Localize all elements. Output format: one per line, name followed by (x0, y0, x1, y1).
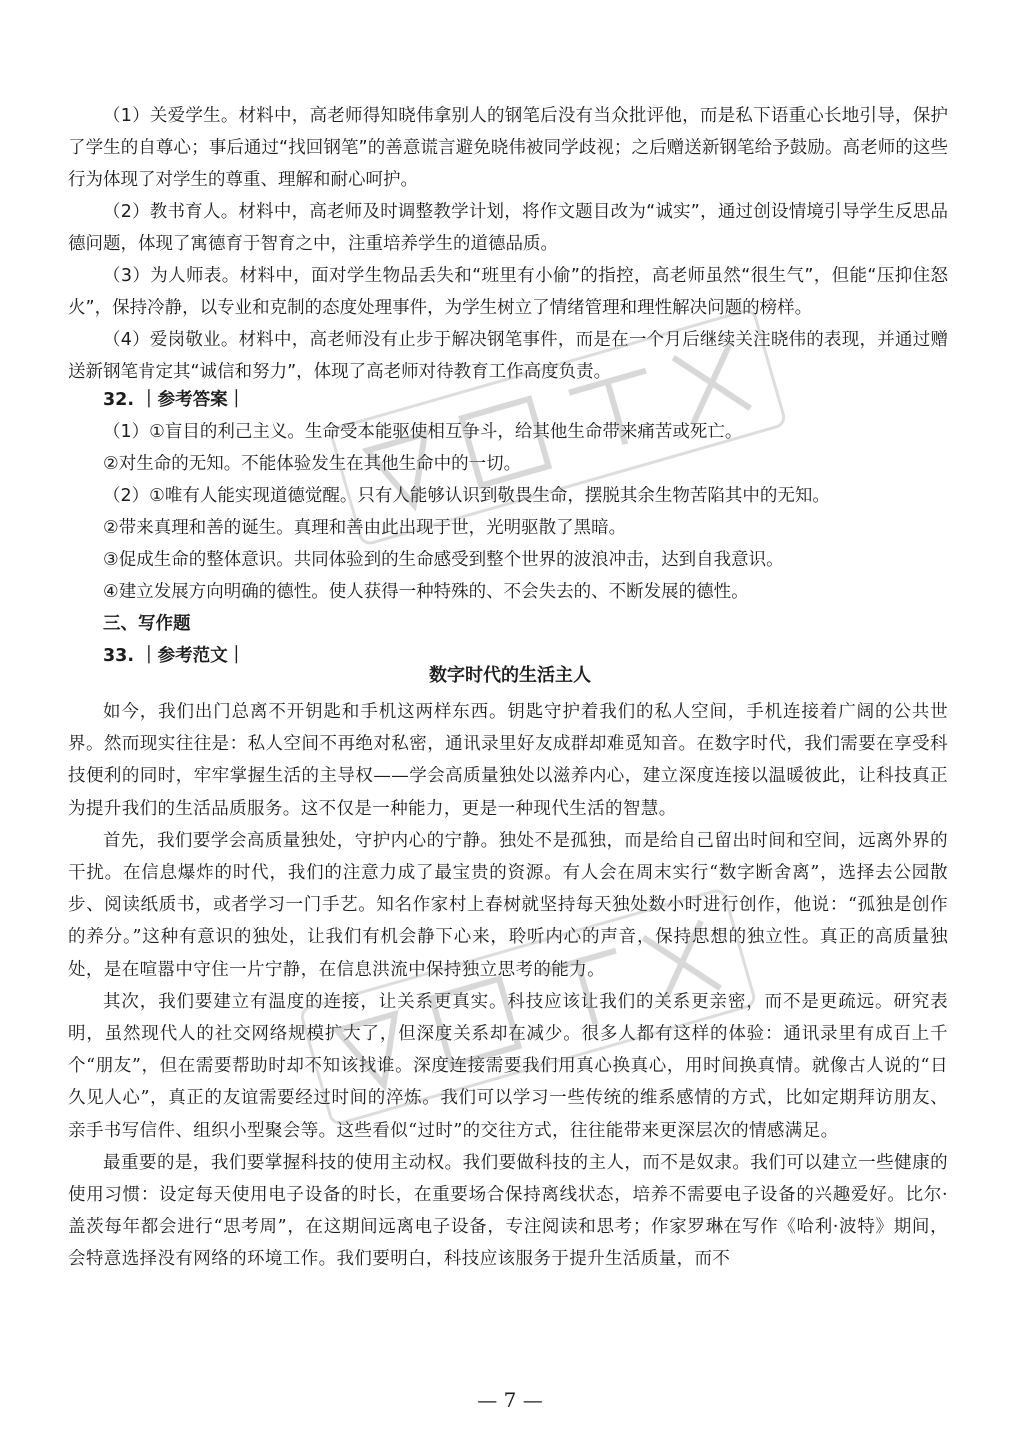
q32-line-3: （2）①唯有人能实现道德觉醒。只有人能够认识到敬畏生命，摆脱其余生物苦陷其中的无知。 (103, 486, 830, 506)
q32-line-1: （1）①盲目的利己主义。生命受本能驱使相互争斗，给其他生命带来痛苦或死亡。 (103, 422, 743, 442)
q31-answer-block (68, 100, 948, 388)
q31-point-2: （2）教书育人。材料中，高老师及时调整教学计划，将作文题目改为“诚实”，通过创设情境引导学生反思品德问题，体现了寓德育于智育之中，注重培养学生的道德品质。 (68, 202, 948, 254)
q32-line-5: ③促成生命的整体意识。共同体验到的生命感受到整个世界的波浪冲击，达到自我意识。 (103, 550, 784, 570)
q32-line-6: ④建立发展方向明确的德性。使人获得一种特殊的、不会失去的、不断发展的德性。 (103, 582, 749, 602)
page-number: — 7 — (477, 1388, 543, 1412)
section-writing-header: 三、写作题 (103, 614, 191, 634)
q32-block (68, 384, 948, 672)
essay-paragraph-4: 最重要的是，我们要掌握科技的使用主动权。我们要做科技的主人，而不是奴隶。我们可以建立一些健康的使用习惯：设定每天使用电子设备的时长，在重要场合保持离线状态，培养不需要电子设备的兴趣爱好。比尔·盖茨每年都会进行“思考周”，在这期间远离电子设备，专注阅读和思考；作家罗琳在写作《哈利·波特》期间，会特意选择没有网络的环境工作。我们要明白，科技应该服务于提升生活质量，而不 (68, 1152, 948, 1270)
essay-paragraph-1: 如今，我们出门总离不开钥匙和手机这两样东西。钥匙守护着我们的私人空间，手机连接着广阔的公共世界。然而现实往往是：私人空间不再绝对私密，通讯录里好友成群却难觅知音。在数字时代，我们需要在享受科技便利的同时，牢牢掌握生活的主导权——学会高质量独处以滋养内心，建立深度连接以温暖彼此，让科技真正为提升我们的生活品质服务。这不仅是一种能力，更是一种现代生活的智慧。 (68, 702, 948, 819)
essay-body (68, 696, 948, 1276)
q32-header: 32. ｜参考答案｜ (103, 390, 246, 410)
essay-paragraph-2: 首先，我们要学会高质量独处，守护内心的宁静。独处不是孤独，而是给自己留出时间和空间，远离外界的干扰。在信息爆炸的时代，我们的注意力成了最宝贵的资源。有人会在周末实行“数字断舍离”，选择去公园散步、阅读纸质书，或者学习一门手艺。知名作家村上春树就坚持每天独处数小时进行创作，他说：“孤独是创作的养分。”这种有意识的独处，让我们有机会静下心来，聆听内心的声音，保持思想的独立性。真正的高质量独处，是在喧嚣中守住一片宁静，在信息洪流中保持独立思考的能力。 (68, 830, 948, 980)
q32-line-4: ②带来真理和善的诞生。真理和善由此出现于世，光明驱散了黑暗。 (103, 518, 627, 538)
essay-title: 数字时代的生活主人 (429, 665, 591, 686)
q31-point-4: （4）爱岗敬业。材料中，高老师没有止步于解决钢笔事件，而是在一个月后继续关注晓伟的表现，并通过赠送新钢笔肯定其“诚信和努力”，体现了高老师对待教育工作高度负责。 (68, 330, 948, 382)
q32-line-2: ②对生命的无知。不能体验发生在其他生命中的一切。 (103, 454, 522, 474)
q31-point-1: （1）关爱学生。材料中，高老师得知晓伟拿别人的钢笔后没有当众批评他，而是私下语重心长地引导，保护了学生的自尊心；事后通过“找回钢笔”的善意谎言避免晓伟被同学歧视；之后赠送新钢笔给予鼓励。高老师的这些行为体现了对学生的尊重、理解和耐心呵护。 (68, 106, 948, 190)
q33-header: 33. ｜参考范文｜ (103, 646, 246, 666)
essay-paragraph-3: 其次，我们要建立有温度的连接，让关系更真实。科技应该让我们的关系更亲密，而不是更疏远。研究表明，虽然现代人的社交网络规模扩大了，但深度关系却在减少。很多人都有这样的体验：通讯录里有成百上千个“朋友”，但在需要帮助时却不知该找谁。深度连接需要我们用真心换真心，用时间换真情。就像古人说的“日久见人心”，真正的友谊需要经过时间的淬炼。我们可以学习一些传统的维系感情的方式，比如定期拜访朋友、亲手书写信件、组织小型聚会等。这些看似“过时”的交往方式，往往能带来更深层次的情感满足。 (68, 991, 948, 1141)
q31-point-3: （3）为人师表。材料中，面对学生物品丢失和“班里有小偷”的指控，高老师虽然“很生气”，但能“压抑住怒火”，保持冷静，以专业和克制的态度处理事件，为学生树立了情绪管理和理性解决问题的榜样。 (68, 266, 948, 318)
